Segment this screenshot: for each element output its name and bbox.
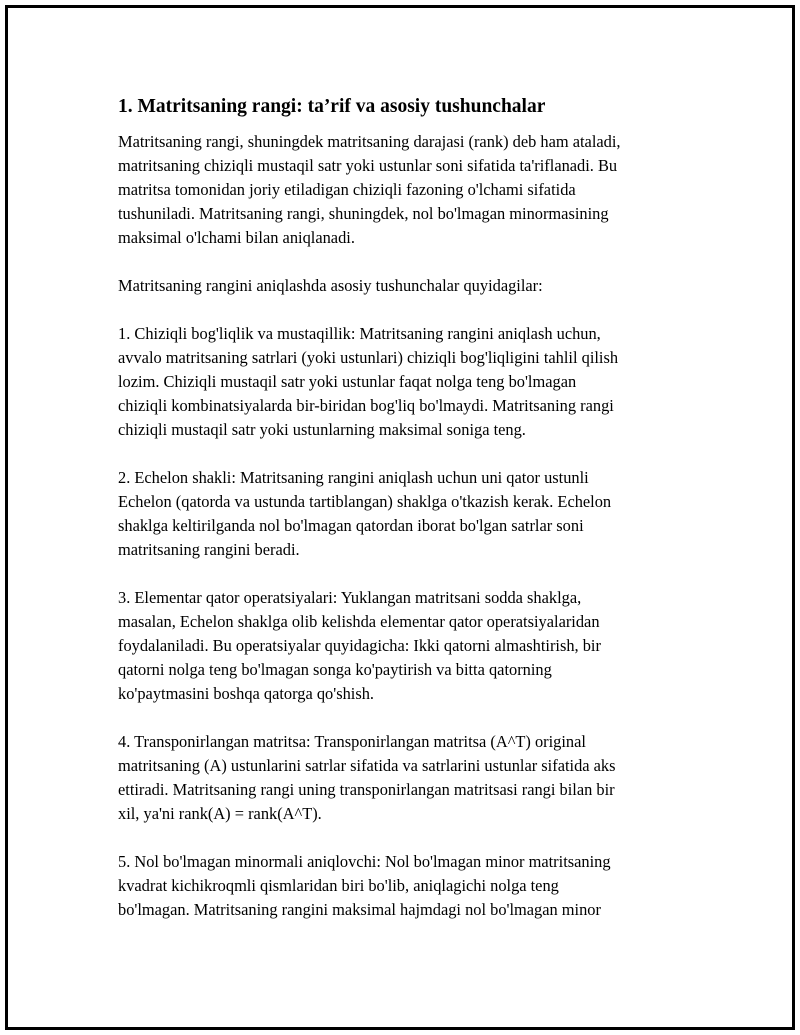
text-line: masalan, Echelon shaklga olib kelishda elementar qator operatsiyalaridan [118,612,600,631]
paragraph-item-5 [118,850,693,922]
paragraph-definition [118,130,693,250]
text-line: matritsa tomonidan joriy etiladigan chiziqli fazoning o'lchami sifatida [118,180,576,199]
text-line: avvalo matritsaning satrlari (yoki ustunlari) chiziqli bog'liqligini tahlil qilish [118,348,619,367]
text-line: chiziqli mustaqil satr yoki ustunlarning maksimal soniga teng. [118,420,526,439]
paragraph-item-2 [118,466,693,562]
text-line: tushuniladi. Matritsaning rangi, shuningdek, nol bo'lmagan minormasining [118,204,609,223]
text-line: Echelon (qatorda va ustunda tartiblangan) shaklga o'tkazish kerak. Echelon [118,492,612,511]
text-line: xil, ya'ni rank(A) = rank(A^T). [118,804,322,823]
paragraph-item-3 [118,586,693,706]
text-line: matritsaning rangini beradi. [118,540,300,559]
text-line: ettiradi. Matritsaning rangi uning transponirlangan matritsasi rangi bilan bir [118,780,615,799]
text-line: 3. Elementar qator operatsiyalari: Yuklangan matritsani sodda shaklga, [118,588,582,607]
text-line: matritsaning (A) ustunlarini satrlar sifatida va satrlarini ustunlar sifatida aks [118,756,616,775]
text-line: Matritsaning rangi, shuningdek matritsaning darajasi (rank) deb ham ataladi, [118,132,621,151]
document-title: 1. Matritsaning rangi: ta’rif va asosiy tushunchalar [118,96,546,117]
paragraph-item-4 [118,730,693,826]
text-line: foydalaniladi. Bu operatsiyalar quyidagicha: Ikki qatorni almashtirish, bir [118,636,601,655]
text-line: chiziqli kombinatsiyalarda bir-biridan bog'liq bo'lmaydi. Matritsaning rangi [118,396,614,415]
paragraph-intro [118,274,693,298]
text-line: shaklga keltirilganda nol bo'lmagan qatordan iborat bo'lgan satrlar soni [118,516,584,535]
text-line: maksimal o'lchami bilan aniqlanadi. [118,228,355,247]
document-body [118,94,693,946]
text-line: bo'lmagan. Matritsaning rangini maksimal hajmdagi nol bo'lmagan minor [118,900,601,919]
text-line: Matritsaning rangini aniqlashda asosiy tushunchalar quyidagilar: [118,276,543,295]
text-line: 5. Nol bo'lmagan minormali aniqlovchi: Nol bo'lmagan minor matritsaning [118,852,611,871]
text-line: lozim. Chiziqli mustaqil satr yoki ustunlar faqat nolga teng bo'lmagan [118,372,577,391]
text-line: 2. Echelon shakli: Matritsaning rangini aniqlash uchun uni qator ustunli [118,468,589,487]
text-line: 1. Chiziqli bog'liqlik va mustaqillik: Matritsaning rangini aniqlash uchun, [118,324,601,343]
text-line: matritsaning chiziqli mustaqil satr yoki ustunlar soni sifatida ta'riflanadi. Bu [118,156,618,175]
text-line: qatorni nolga teng bo'lmagan songa ko'paytirish va bitta qatorning [118,660,552,679]
text-line: 4. Transponirlangan matritsa: Transponirlangan matritsa (A^T) original [118,732,586,751]
paragraph-item-1 [118,322,693,442]
text-line: kvadrat kichikroqmli qismlaridan biri bo'lib, aniqlagichi nolga teng [118,876,559,895]
text-line: ko'paytmasini boshqa qatorga qo'shish. [118,684,374,703]
